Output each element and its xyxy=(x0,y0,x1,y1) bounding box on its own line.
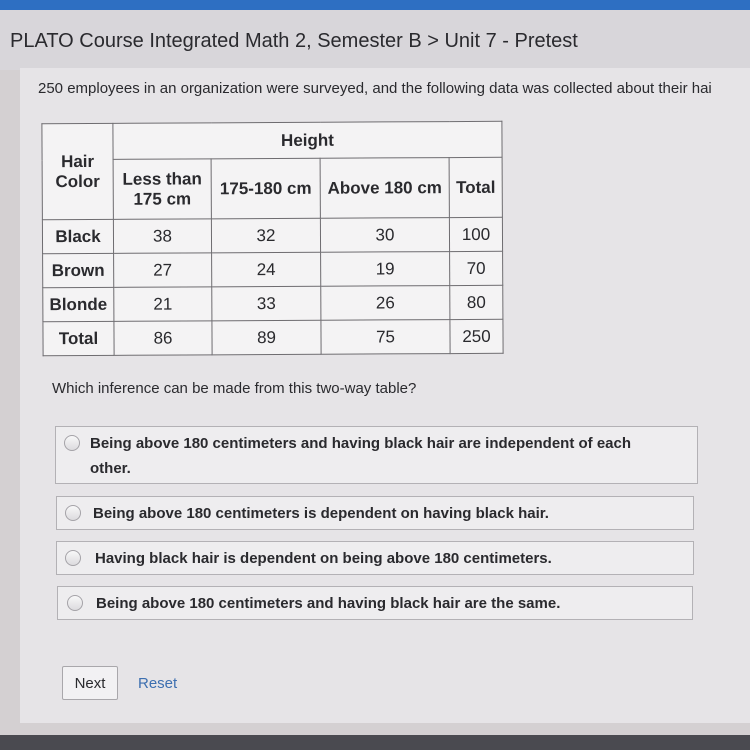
table-cell: 19 xyxy=(321,252,450,287)
table-cell: 80 xyxy=(450,285,503,319)
table-cell: 86 xyxy=(114,321,212,356)
row-header-hair-color: Hair Color xyxy=(42,123,114,219)
table-cell: 250 xyxy=(450,319,503,353)
table-row xyxy=(43,251,503,287)
column-header: Total xyxy=(449,157,502,217)
answer-option-3[interactable] xyxy=(56,541,694,575)
option-label: Having black hair is dependent on being above 180 centimeters. xyxy=(95,550,552,567)
top-accent-bar xyxy=(0,0,750,10)
table-row xyxy=(43,319,503,355)
reset-link[interactable]: Reset xyxy=(138,675,178,692)
option-label: Being above 180 centimeters is dependent on having black hair. xyxy=(93,505,549,522)
column-header: 175-180 cm xyxy=(211,158,320,219)
group-header-height: Height xyxy=(113,121,502,159)
table-cell: 100 xyxy=(449,217,502,251)
column-header: Less than 175 cm xyxy=(113,159,211,220)
row-label: Blonde xyxy=(43,287,114,321)
radio-button-icon[interactable] xyxy=(64,435,80,451)
two-way-table xyxy=(41,121,503,356)
radio-button-icon[interactable] xyxy=(65,550,81,566)
table-cell: 75 xyxy=(321,320,450,355)
table-row xyxy=(43,285,503,321)
column-header: Above 180 cm xyxy=(320,158,449,219)
radio-button-icon[interactable] xyxy=(65,505,81,521)
radio-button-icon[interactable] xyxy=(67,595,83,611)
answer-option-4[interactable] xyxy=(57,586,693,620)
next-button[interactable]: Next xyxy=(62,666,118,700)
table-cell: 33 xyxy=(212,286,321,321)
table-cell: 24 xyxy=(212,252,321,287)
table-cell: 70 xyxy=(450,251,503,285)
answer-option-1[interactable] xyxy=(55,426,698,484)
table-row xyxy=(42,217,502,253)
table-cell: 32 xyxy=(211,218,320,253)
row-label: Black xyxy=(42,219,113,253)
table-cell: 26 xyxy=(321,286,450,321)
question-prompt: 250 employees in an organization were surveyed, and the following data was collected about their hai xyxy=(38,80,712,97)
table-cell: 89 xyxy=(212,320,321,355)
option-label: Being above 180 centimeters and having black hair are independent of each other. xyxy=(90,435,632,477)
row-label: Total xyxy=(43,321,114,355)
table-cell: 27 xyxy=(114,253,212,288)
table-cell: 30 xyxy=(320,218,449,253)
option-label: Being above 180 centimeters and having black hair are the same. xyxy=(96,595,561,612)
course-title: PLATO Course Integrated Math 2, Semester B > Unit 7 - Pretest xyxy=(10,30,578,52)
answer-option-2[interactable] xyxy=(56,496,694,530)
table-cell: 21 xyxy=(114,287,212,322)
bottom-edge xyxy=(0,735,750,750)
table-cell: 38 xyxy=(113,219,211,254)
row-label: Brown xyxy=(43,253,114,287)
question-text: Which inference can be made from this two-way table? xyxy=(52,380,417,397)
